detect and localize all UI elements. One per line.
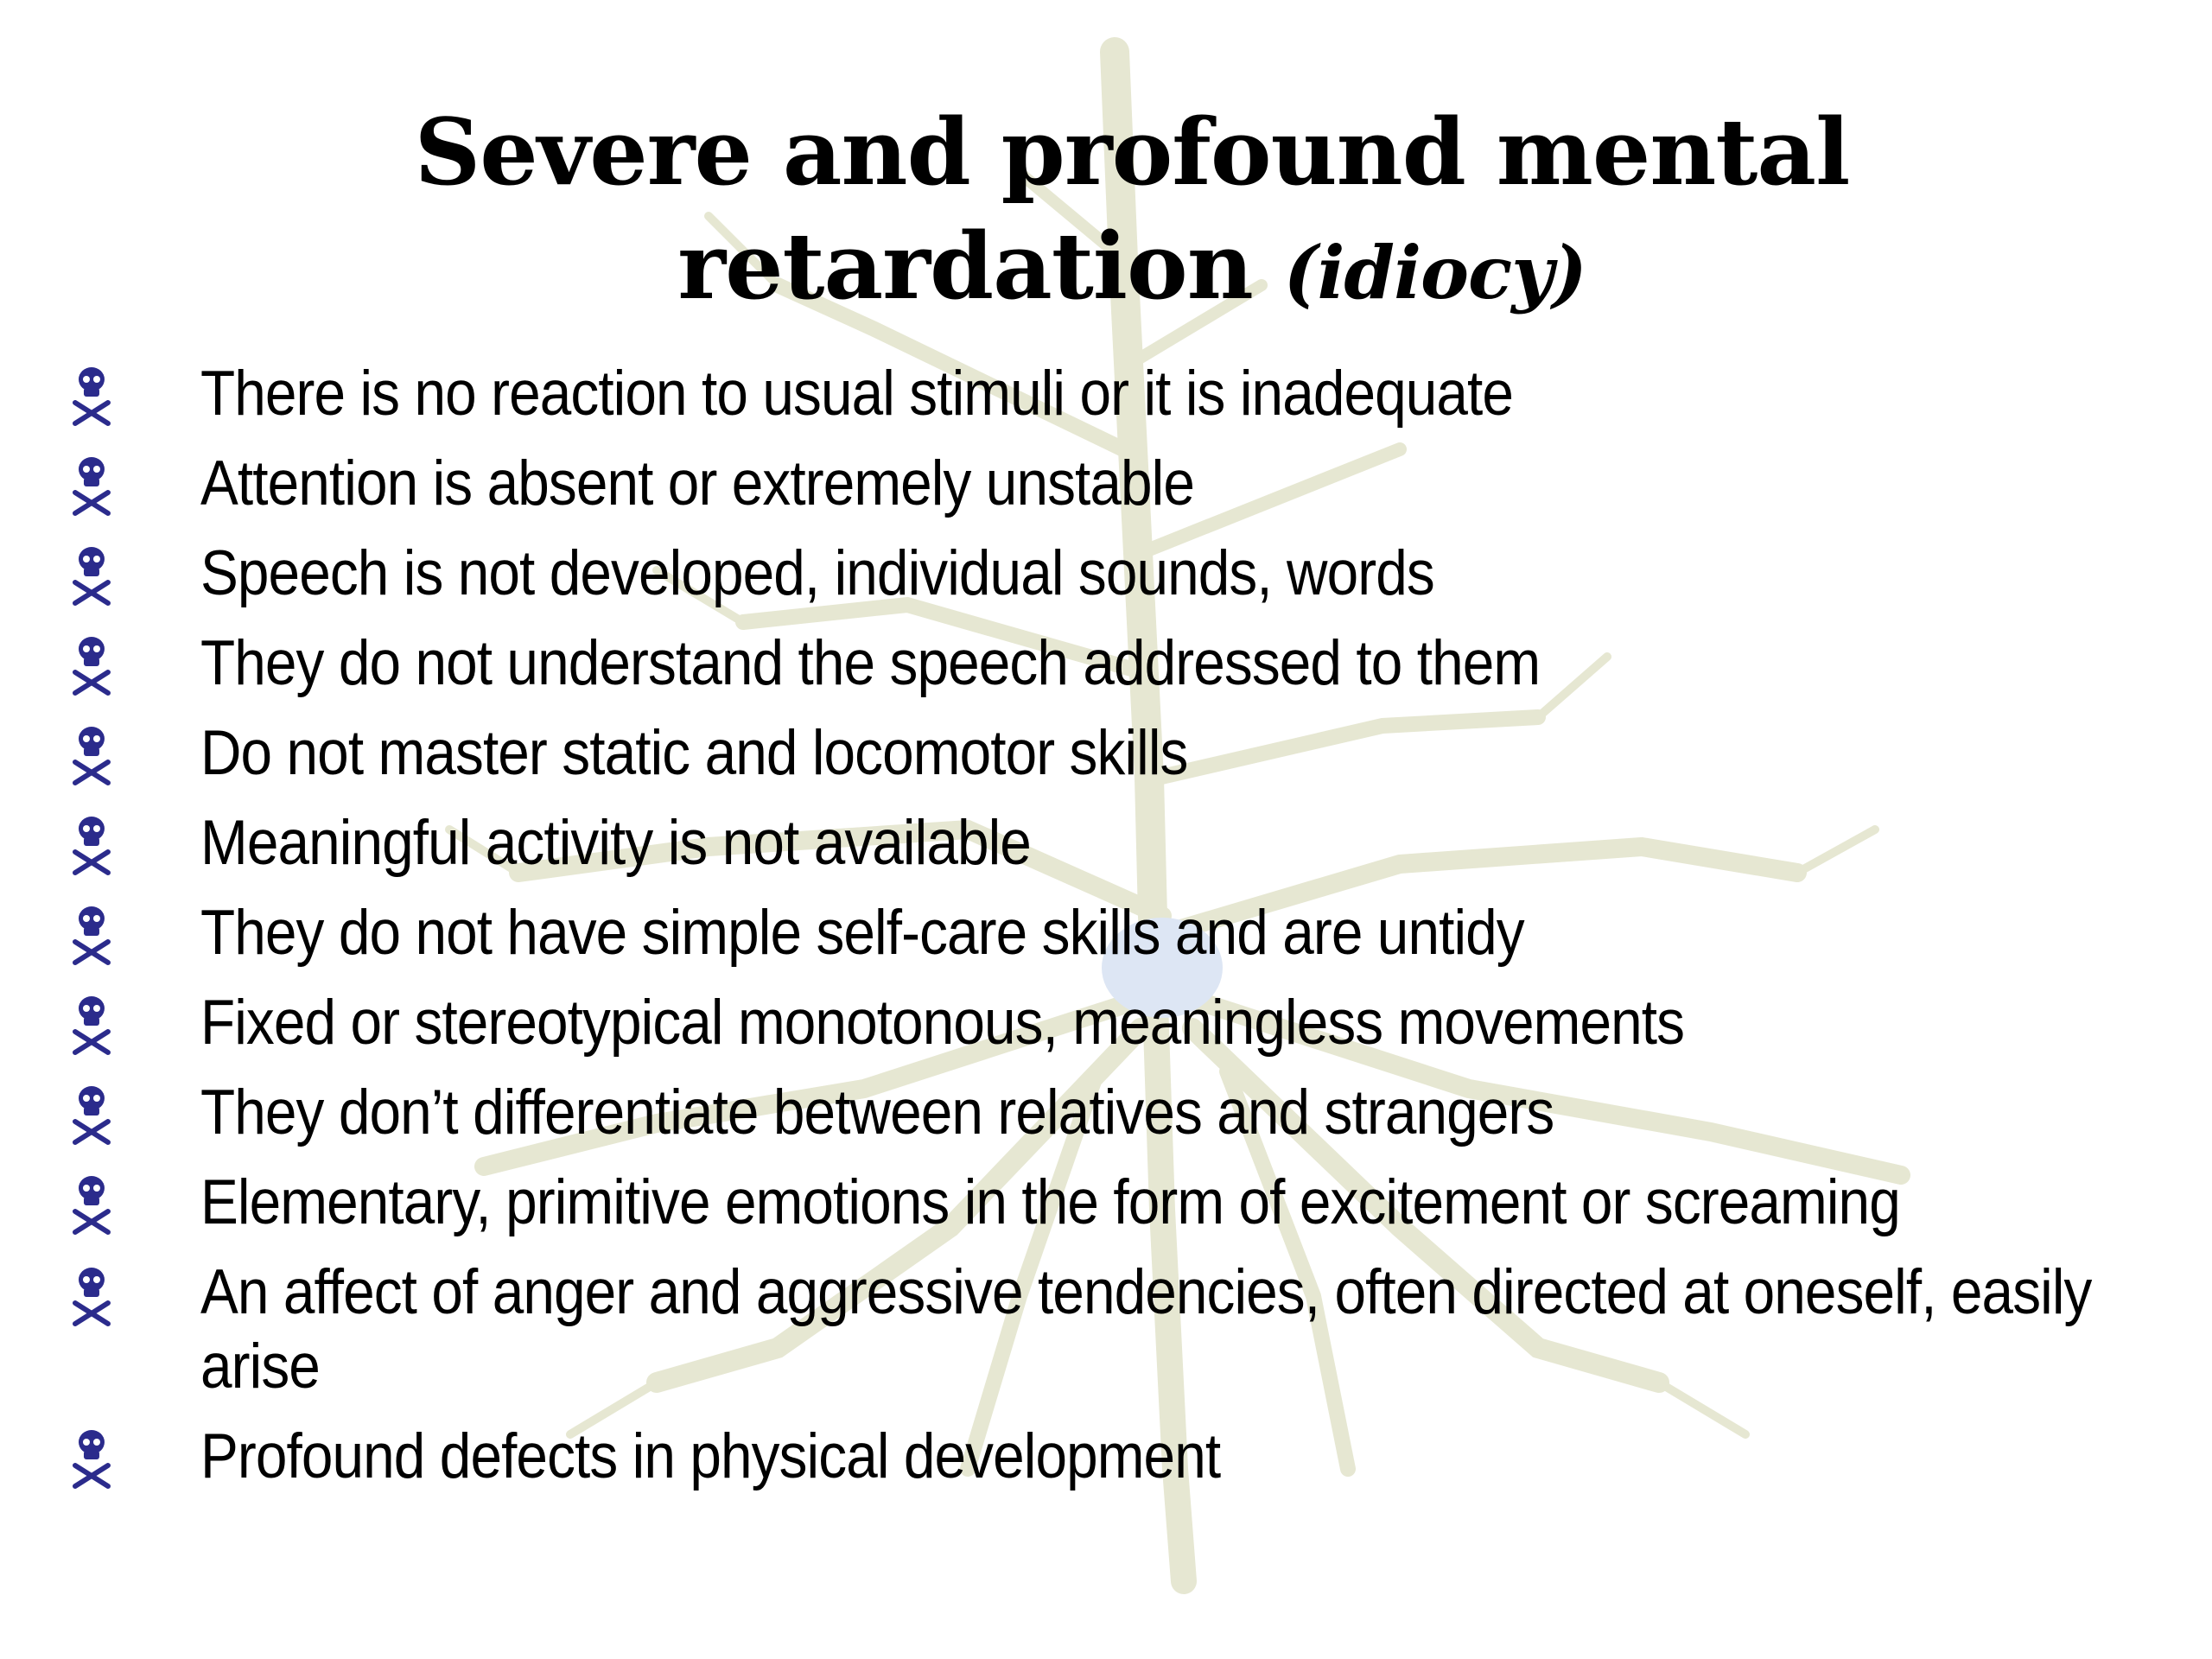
bullet-text: An affect of anger and aggressive tendencies, often directed at oneself, easily arise xyxy=(200,1257,2092,1402)
list-item xyxy=(20,1412,2011,1502)
skull-and-crossbones-icon xyxy=(68,724,115,786)
title-main-word: retardation xyxy=(677,212,1253,320)
skull-and-crossbones-icon xyxy=(68,904,115,966)
bullet-list xyxy=(0,349,2212,1502)
list-item xyxy=(20,1068,2011,1158)
list-item xyxy=(20,798,2011,888)
skull-and-crossbones-icon xyxy=(68,544,115,607)
bullet-text: They do not understand the speech addressed to them xyxy=(200,628,1541,698)
list-item xyxy=(20,1248,2092,1412)
title-line-2 xyxy=(0,209,2212,330)
list-item xyxy=(20,709,2011,798)
list-item xyxy=(20,349,2011,439)
list-item xyxy=(20,439,2011,529)
bullet-text: Speech is not developed, individual sounds, words xyxy=(200,538,1434,608)
bullet-text: Profound defects in physical development xyxy=(200,1421,1221,1491)
bullet-text: They do not have simple self-care skills and are untidy xyxy=(200,898,1524,968)
skull-and-crossbones-icon xyxy=(68,454,115,517)
bullet-text: Do not master static and locomotor skills xyxy=(200,718,1188,788)
title-line-1: Severe and profound mental xyxy=(414,98,1850,206)
list-item xyxy=(20,619,2011,709)
skull-and-crossbones-icon xyxy=(68,994,115,1056)
slide-title xyxy=(0,95,2212,330)
bullet-text: Attention is absent or extremely unstable xyxy=(200,448,1195,518)
list-item xyxy=(20,888,2011,978)
bullet-text: Fixed or stereotypical monotonous, meaningless movements xyxy=(200,988,1685,1058)
list-item xyxy=(20,978,2011,1068)
skull-and-crossbones-icon xyxy=(68,365,115,427)
skull-and-crossbones-icon xyxy=(68,814,115,876)
skull-and-crossbones-icon xyxy=(68,1173,115,1236)
skull-and-crossbones-icon xyxy=(68,1265,115,1327)
list-item xyxy=(20,1158,2011,1248)
bullet-text: Meaningful activity is not available xyxy=(200,808,1031,878)
bullet-text: They don’t differentiate between relatives and strangers xyxy=(200,1077,1554,1147)
list-item xyxy=(20,529,2011,619)
skull-and-crossbones-icon xyxy=(68,1084,115,1146)
skull-and-crossbones-icon xyxy=(68,634,115,696)
bullet-text: Elementary, primitive emotions in the form of excitement or screaming xyxy=(200,1167,1900,1237)
bullet-text: There is no reaction to usual stimuli or it is inadequate xyxy=(200,359,1514,429)
skull-and-crossbones-icon xyxy=(68,1427,115,1490)
title-subtitle: (idiocy) xyxy=(1283,230,1586,315)
